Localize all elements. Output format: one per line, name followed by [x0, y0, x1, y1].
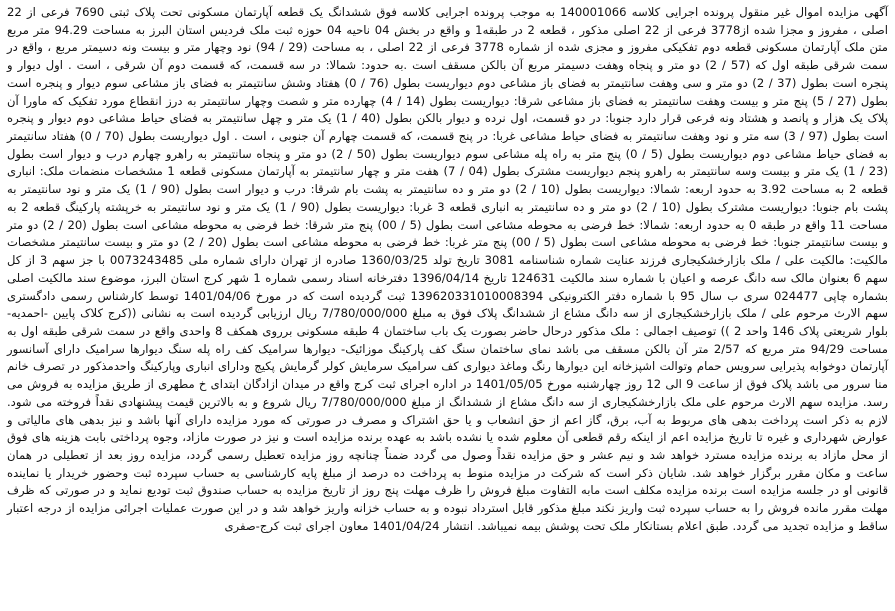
notice-property-description: آگهی مزایده اموال غیر منقول پرونده اجرایی کلاسه 140001066 به موجب پرونده اجرایی کلاسه فوق ششدانگ یک قطعه آپارتمان مسکونی تحت پلاک ثبتی 7690 فرعی از 22 اصلی ، مفروز و مجزا شده از3778 فرعی از 22 اصلی مذکور ، قطعه 2 در طبقه1 و واقع در بخش 04 ناحیه 04 حوزه ثبت ملک فردیس استان البرز به مساحت 94.29 متر مربع متن ملک آپارتمان مسکونی قطعه دوم تفکیکی مفروز و مجزی شده از شماره 3778 فرعی از 22 اصلی ، به مساحت (29 / 94) نود وچهار متر و بیست ونه دسیمتر مربع ، واقع در سمت شرقی طبقه اول که (57 / 2) دو متر و پنجاه وهفت دسیمتر مربع آن بالکن مسقف است .به حدود: شمالا: در سه قسمت، که قسمت دوم آن شرقی ، است . اول دیوار و پنجره است بطول (37 / 2) دو متر و سی وهفت سانتیمتر به فضای باز مشاعی دوم دیواریست بطول (76 / 0) هفتاد وشش سانتیمتر به فضای باز مشاعی سوم دیوار و پنجره است بطول (27 / 5) پنج متر و بیست وهفت سانتیمتر به فضای باز مشاعی شرقا: دیواریست بطول (14 / 4) چهارده متر و شصت وچهار سانتیمتر به درز انقطاع مورد تفکیک که ماورا آن پلاک یک هزار و پانصد و هشتاد ونه فرعی قرار دارد جنوبا: در دو قسمت، اول نرده و دیوار بالکن بطول (40 / 1) یک متر و چهل سانتیمتر به فضای حیاط مشاعی دوم دیوار و پنجره است بطول (97 / 3) سه متر و نود وهفت سانتیمتر به فضای حیاط مشاعی غربا: در پنج قسمت، که قسمت چهارم آن جنوبی ، است . اول دیواریست بطول (70 / 0) هفتاد سانتیمتر به فضای حیاط مشاعی دوم دیواریست بطول (5 / 0) پنج متر به راه پله مشاعی سوم دیواریست بطول (50 / 2) دو متر و پنجاه سانتیمتر به راهرو چهارم درب و دیوار است بطول (23 / 1) یک متر و بیست وسه سانتیمتر به راهرو پنجم دیواریست مشترک بطول (04 / 7) هفت متر و چهار سانتیمتر به آپارتمان مسکونی قطعه 1 مشخصات منضمات ملک: انباری قطعه 2 به مساحت 3.92 به حدود اربعه: شمالا: دیواریست بطول (10 / 2) دو متر و ده سانتیمتر به پشت بام شرقا: درب و دیوار است بطول (90 / 1) یک متر و نود سانتیمتر به پشت بام جنوبا: دیواریست مشترک بطول (10 / 2) دو متر و ده سانتیمتر به انباری قطعه 3 غربا: دیواریست بطول (90 / 1) یک متر و نود سانتیمتر به خرپشته پارکینگ قطعه 2 به مساحت 11 واقع در طبقه 0 به حدود اربعه: شمالا: خط فرضی به محوطه مشاعی است بطول (5 / 00) پنج متر شرقا: خط فرضی به محوطه مشاعی است بطول (20 / 2) دو متر و بیست سانتیمتر جنوبا: خط فرضی به محوطه مشاعی است بطول (5 / 00) پنج متر غربا: خط فرضی به محوطه مشاعی است بطول (20 / 2) دو متر و بیست سانتیمتر — [7, 5, 889, 250]
notice-ownership-and-auction-terms: مشخصات مالکیت: مالکیت علی / ملک بازارخشکیجاری فرزند عنایت شماره شناسنامه 3081 تاریخ تولد 1360/03/25 صادره از تهران دارای شماره ملی 0073243485 با جز سهم 3 از کل سهم 6 بعنوان مالک سه دانگ عرصه و اعیان با شماره سند مالکیت 124631 تاریخ 1396/04/14 دفترخانه اسناد رسمی شماره 1 شهر کرج استان البرز، موضوع سند مالکیت اصلی بشماره چاپی 024477 سری ب سال 95 با شماره دفتر الکترونیکی 139620331010008394 ثبت گردیده است که در مورخ 1401/04/06 توسط کارشناس رسمی دادگستری سهم الارث مرحوم علی / ملک بازارخشکیجاری از سه دانگ مشاع از ششدانگ پلاک فوق به مبلغ 7/780/000/000 ریال ارزیابی گردیده است به نشانی ((کرج کلاک پایین -احمدیه-بلوار شریعتی پلاک 146 واحد 2 )) توصیف اجمالی : ملک مذکور درحال حاضر بصورت یک باب ساختمان 4 طبقه مسکونی برروی همکف 8 واحدی واقع در سمت شرقی طبقه اول به مساحت 94/29 متر مربع که 2/57 متر آن بالکن مسقف می باشد نمای ساختمان سنگ کف پارکینگ موزائیک- دیوارها سرامیک کف راه پله سنگ دیوارها سرامیک دارای آسانسور آپارتمان دوخوابه پذیرایی سرویس حمام وتوالت اشپزخانه این دیوارها رنگ وماغذ دیواری کف سرامیک سرمایش کولر گرمایش پکیج ودارای انباری وپارکینگ واحدمذکور در تصرف خانم منا سرور می باشد پلاک فوق از ساعت 9 الی 12 روز چهارشنبه مورخ 1401/05/05 در اداره اجرای ثبت کرج واقع در میدان ازادگان ابتدای خ مطهری از طریق مزایده به فروش می رسد. مزایده سهم الارث مرحوم علی ملک بازارخشکیجاری از سه دانگ مشاع از ششدانگ از مبلغ 7/780/000/000 ریال شروع و به بالاترین قیمت پیشنهادی نقداً فروخته می شود. لازم به ذکر است پرداخت بدهی های مربوط به آب، برق، گاز اعم از حق انشعاب و یا حق اشتراک و مصرف در صورتی که مورد مزایده دارای آنها باشد و نیز بدهی های مالیاتی و عوارض شهرداری و غیره تا تاریخ مزایده اعم از اینکه رقم قطعی آن معلوم شده یا نشده باشد به عهده برنده مزایده است و نیز در صورت مازاد، وجوه پرداختی بابت هزینه های فوق از محل مازاد به برنده مزایده مسترد خواهد شد و نیم عشر و حق مزایده نقداً وصول می گردد ضمناً چنانچه روز مزایده تعطیل رسمی گردد، مزایده روز بعد از تعطیلی در همان ساعت و مکان مقرر برگزار خواهد شد. شایان ذکر است که شرکت در مزایده منوط به پرداخت ده درصد از مبلغ پایه کارشناسی به حساب سپرده ثبت وحضور خریدار یا نماینده قانونی او در جلسه مزایده است برنده مزایده مکلف است مابه التفاوت مبلغ فروش را ظرف مهلت پنج روز از تاریخ مزایده به حساب صندوق ثبت تودیع نماید و در صورتی که ظرف مهلت مقرر مانده فروش را به حساب سپرده ثبت واریز نکند مبلغ مذکور قابل استرداد نبوده و به حساب خزانه واریز خواهد شد و در این صورت عملیات اجرائی مزایده از درجه اعتبار ساقط و مزایده تجدید می گردد. طبق اعلام بستانکار ملک تحت پوشش بیمه نمیباشد. انتشار 1401/04/24 معاون اجرای ثبت کرج-صفری — [7, 235, 889, 533]
